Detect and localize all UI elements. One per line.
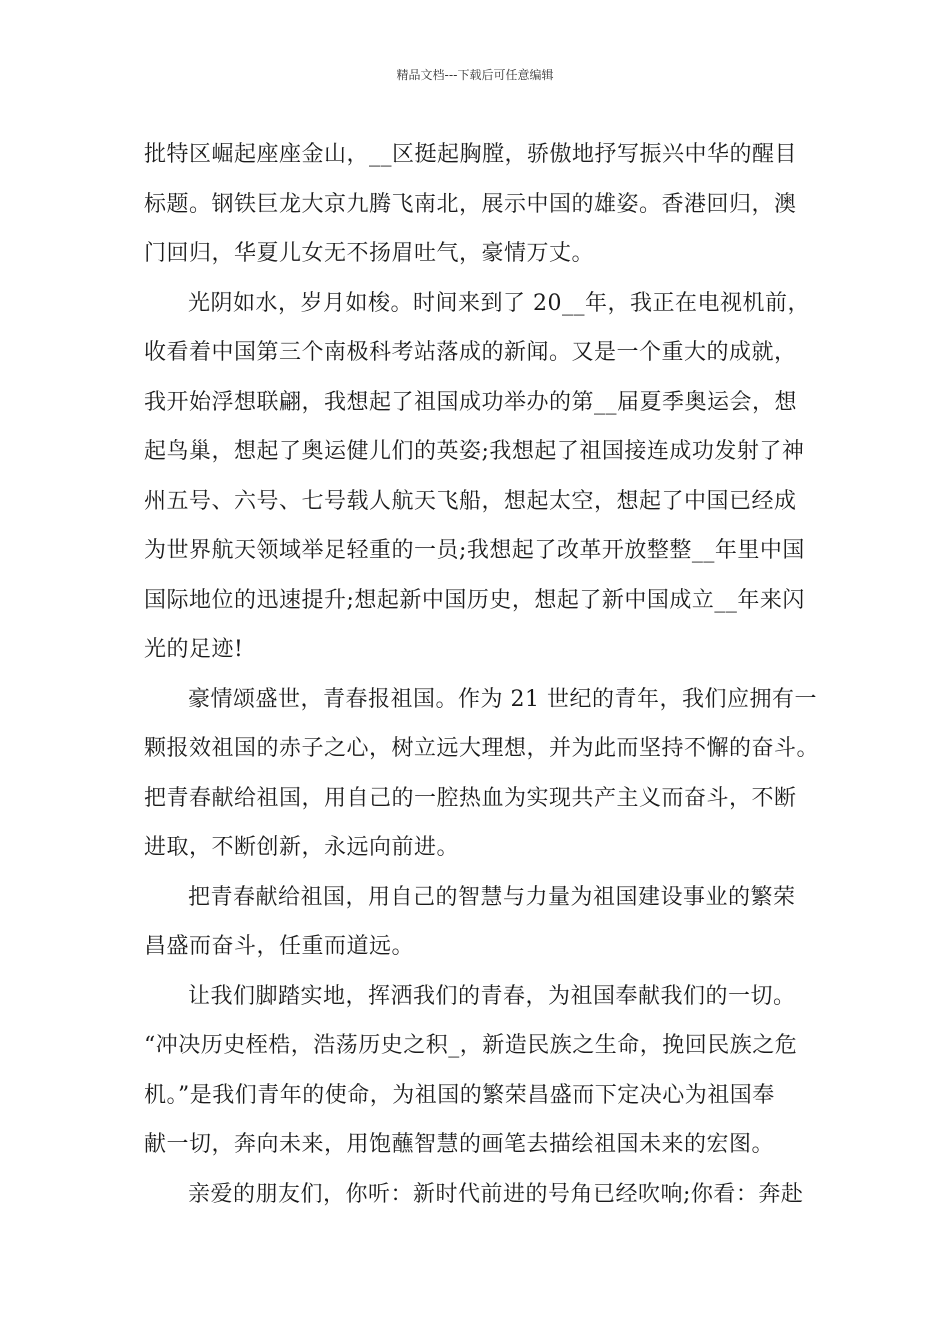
- text-line: 收看着中国第三个南极科考站落成的新闻。又是一个重大的成就，: [144, 340, 797, 365]
- text-line: 进取，不断创新，永远向前进。: [144, 835, 460, 860]
- text-line: 为世界航天领域举足轻重的一员;我想起了改革开放整整__年里中国: [144, 538, 805, 563]
- paragraph-first-line: 让我们脚踏实地，挥洒我们的青春，为祖国奉献我们的一切。: [188, 983, 796, 1009]
- paragraph-first-line: 亲爱的朋友们，你听：新时代前进的号角已经吹响;你看：奔赴: [188, 1181, 804, 1207]
- text-line: 机。”是我们青年的使命，为祖国的繁荣昌盛而下定决心为祖国奉: [144, 1082, 775, 1108]
- text-line: 把青春献给祖国，用自己的一腔热血为实现共产主义而奋斗，不断: [144, 785, 797, 811]
- text-line: 光的足迹!: [144, 637, 244, 662]
- text-line: 我开始浮想联翩，我想起了祖国成功举办的第__届夏季奥运会，想: [144, 389, 798, 415]
- paragraph-first-line: 豪情颂盛世，青春报祖国。作为 21 世纪的青年，我们应拥有一: [188, 686, 817, 712]
- paragraph-first-line: 光阴如水，岁月如梭。时间来到了 20__年，我正在电视机前，: [188, 290, 810, 316]
- document-body: [144, 130, 824, 1219]
- text-line: 标题。钢铁巨龙大京九腾飞南北，展示中国的雄姿。香港回归，澳: [144, 191, 797, 217]
- page-header: 精品文档---下载后可任意编辑: [396, 68, 554, 82]
- paragraph-first-line: 把青春献给祖国，用自己的智慧与力量为祖国建设事业的繁荣: [188, 884, 796, 910]
- text-line: 州五号、六号、七号载人航天飞船，想起太空，想起了中国已经成: [144, 488, 797, 514]
- text-line: 昌盛而奋斗，任重而道远。: [144, 934, 415, 959]
- text-line: 颗报效祖国的赤子之心，树立远大理想，并为此而坚持不懈的奋斗。: [144, 736, 820, 761]
- text-line: 批特区崛起座座金山，__区挺起胸膛，骄傲地抒写振兴中华的醒目: [144, 142, 798, 167]
- text-line: 门回归，华夏儿女无不扬眉吐气，豪情万丈。: [144, 241, 595, 266]
- text-line: 国际地位的迅速提升;想起新中国历史，想起了新中国成立__年来闪: [144, 587, 805, 613]
- text-line: “冲决历史桎梏，浩荡历史之积_，新造民族之生命，挽回民族之危: [144, 1033, 798, 1058]
- text-line: 起鸟巢，想起了奥运健儿们的英姿;我想起了祖国接连成功发射了神: [144, 439, 805, 464]
- text-line: 献一切，奔向未来，用饱蘸智慧的画笔去描绘祖国未来的宏图。: [144, 1132, 775, 1157]
